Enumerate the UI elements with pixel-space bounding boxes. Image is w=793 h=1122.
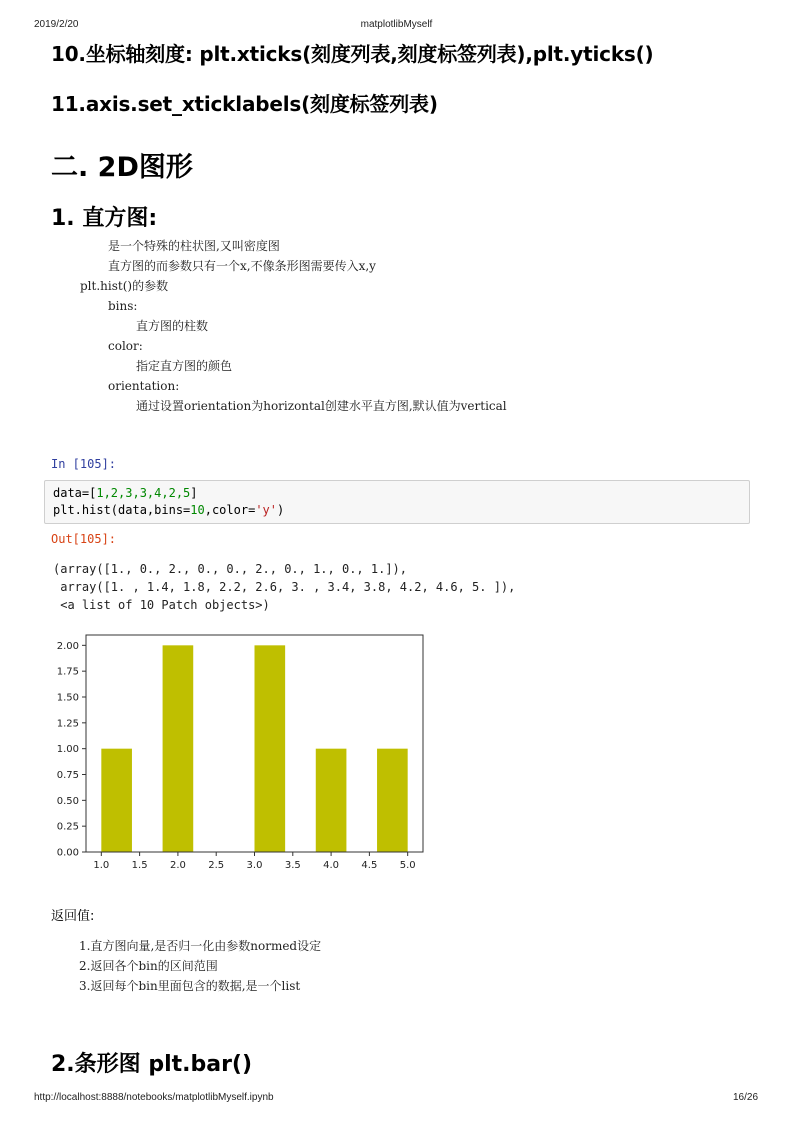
out-prompt: Out[105]: xyxy=(51,532,117,546)
x-tick-label: 2.0 xyxy=(169,860,186,871)
x-tick-label: 3.5 xyxy=(284,860,301,871)
header-title: matplotlibMyself xyxy=(360,19,433,30)
hist-bar xyxy=(377,749,408,852)
y-tick-label: 0.25 xyxy=(56,821,79,833)
hist-bar xyxy=(163,645,194,852)
y-tick-label: 1.50 xyxy=(56,692,79,704)
heading-item-10: 10.坐标轴刻度: plt.xticks(刻度列表,刻度标签列表),plt.yticks() xyxy=(51,42,654,66)
desc-line-3: plt.hist()的参数 xyxy=(80,279,169,293)
code-line-2: plt.hist(data,bins=10,color='y') xyxy=(53,503,285,517)
x-tick-label: 5.0 xyxy=(399,860,416,871)
return-item-3: 3.返回每个bin里面包含的数据,是一个list xyxy=(79,979,301,993)
heading-item-11: 11.axis.set_xticklabels(刻度标签列表) xyxy=(51,92,438,116)
desc-bins-text: 直方图的柱数 xyxy=(136,319,209,333)
x-tick-label: 4.5 xyxy=(361,860,378,871)
y-tick-label: 0.50 xyxy=(56,795,79,807)
return-item-2: 2.返回各个bin的区间范围 xyxy=(79,959,218,973)
heading-part-2: 二. 2D图形 xyxy=(51,152,193,183)
hist-bar xyxy=(316,749,347,852)
y-tick-label: 0.75 xyxy=(56,770,79,781)
y-tick-label: 1.75 xyxy=(56,666,79,678)
return-label: 返回值: xyxy=(51,909,95,924)
desc-color-text: 指定直方图的颜色 xyxy=(136,359,233,373)
x-tick-label: 4.0 xyxy=(323,860,340,871)
desc-line-1: 是一个特殊的柱状图,又叫密度图 xyxy=(108,239,280,253)
code-cell[interactable] xyxy=(44,480,750,524)
histogram-chart xyxy=(50,625,430,875)
code-line-1: data=[1,2,3,3,4,2,5] xyxy=(53,486,198,500)
heading-bar-chart: 2.条形图 plt.bar() xyxy=(51,1052,253,1077)
in-prompt: In [105]: xyxy=(51,457,117,471)
output-line-3: <a list of 10 Patch objects>) xyxy=(53,598,270,612)
y-tick-label: 1.25 xyxy=(56,718,79,730)
x-tick-label: 2.5 xyxy=(208,860,225,871)
y-tick-label: 1.00 xyxy=(56,744,79,756)
desc-param-orientation: orientation: xyxy=(108,379,180,393)
hist-bar xyxy=(101,749,132,852)
x-tick-label: 3.0 xyxy=(246,860,263,871)
heading-histogram: 1. 直方图: xyxy=(51,206,158,231)
y-tick-label: 2.00 xyxy=(56,640,79,652)
desc-param-bins: bins: xyxy=(108,299,138,313)
y-tick-label: 0.00 xyxy=(56,847,79,859)
hist-bar xyxy=(255,645,286,852)
output-line-2: array([1. , 1.4, 1.8, 2.2, 2.6, 3. , 3.4, 3.8, 4.2, 4.6, 5. ]), xyxy=(53,580,516,594)
x-tick-label: 1.0 xyxy=(93,860,110,871)
output-line-1: (array([1., 0., 2., 0., 0., 2., 0., 1., 0., 1.]), xyxy=(53,562,408,576)
footer-url: http://localhost:8888/notebooks/matplotlibMyself.ipynb xyxy=(34,1092,274,1103)
x-tick-label: 1.5 xyxy=(131,860,148,871)
desc-param-color: color: xyxy=(108,339,143,353)
header-date: 2019/2/20 xyxy=(34,19,79,30)
desc-orientation-text: 通过设置orientation为horizontal创建水平直方图,默认值为vertical xyxy=(136,399,507,413)
desc-line-2: 直方图的而参数只有一个x,不像条形图需要传入x,y xyxy=(108,259,376,273)
return-item-1: 1.直方图向量,是否归一化由参数normed设定 xyxy=(79,939,322,953)
footer-page-number: 16/26 xyxy=(733,1092,759,1103)
